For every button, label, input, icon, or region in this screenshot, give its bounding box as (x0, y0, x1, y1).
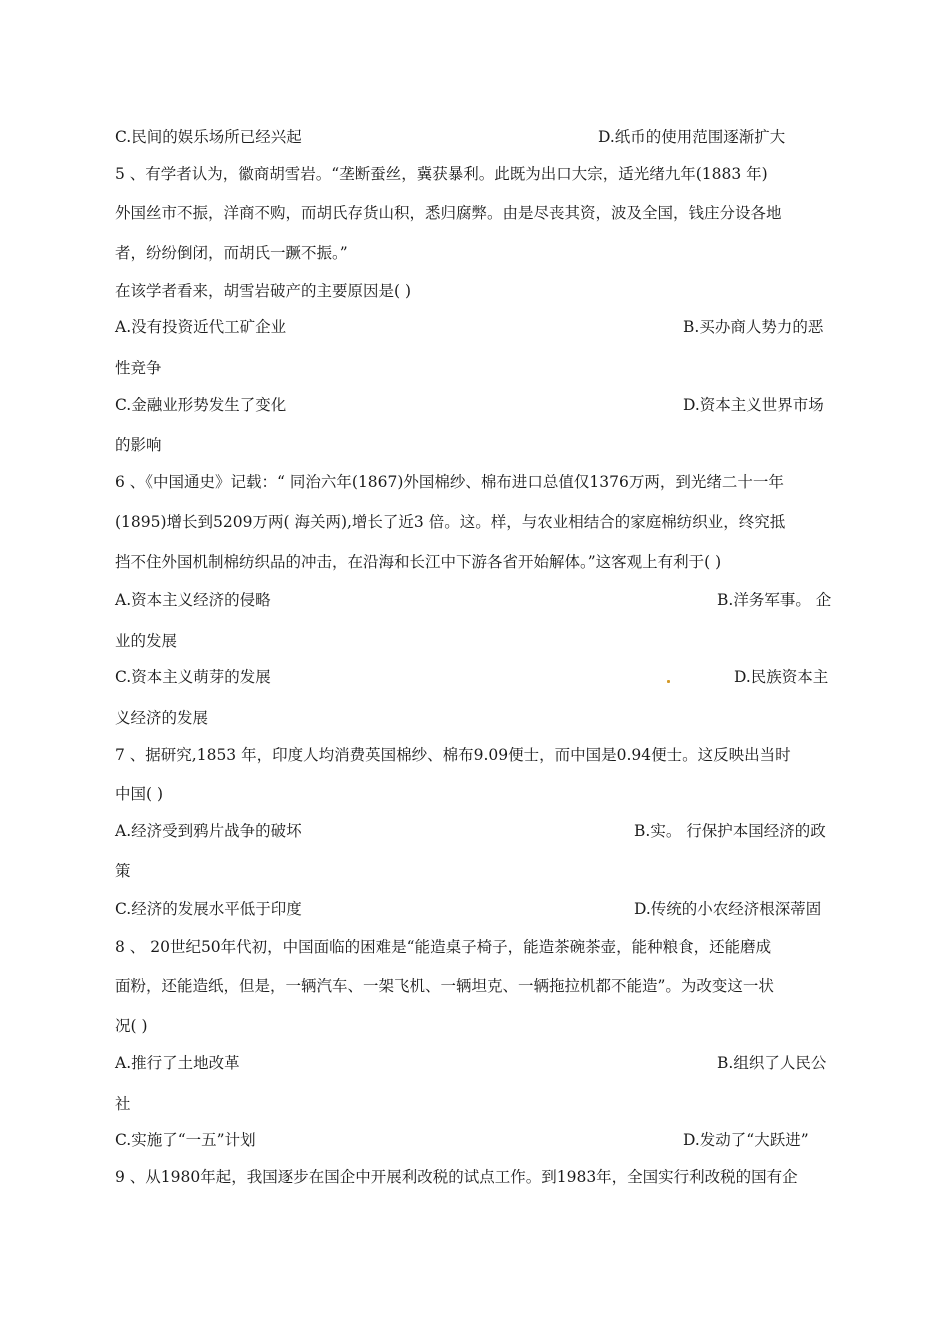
q8-option-b: B.组织了人民公 (717, 1054, 827, 1072)
q5-stem-line-4: 在该学者看来，胡雪岩破产的主要原因是( ) (115, 282, 412, 300)
q4-option-c: C.民间的娱乐场所已经兴起 (115, 128, 302, 146)
q5-option-c: C.金融业形势发生了变化 (115, 396, 287, 414)
q5-stem-line-3: 者，纷纷倒闭，而胡氏一蹶不振。” (115, 244, 348, 262)
q8-option-d: D.发动了“大跃进” (683, 1131, 809, 1149)
q7-option-b-cont: 策 (115, 862, 131, 880)
q7-stem-line-2: 中国( ) (115, 785, 164, 803)
q8-option-c: C.实施了“一五”计划 (115, 1131, 256, 1149)
q7-stem-line-1: 7 、据研究,1853 年，印度人均消费英国棉纱、棉布9.09便士，而中国是0.94便士。这反映出当时 (115, 746, 791, 764)
q7-option-b: B.实。 行保护本国经济的政 (634, 822, 826, 840)
q7-option-a: A.经济受到鸦片战争的破坏 (115, 822, 302, 840)
q5-option-d-cont: 的影响 (115, 436, 162, 454)
q5-option-b: B.买办商人势力的恶 (683, 318, 824, 336)
q5-option-d: D.资本主义世界市场 (683, 396, 824, 414)
q9-stem-line-1: 9 、从1980年起，我国逐步在国企中开展利改税的试点工作。到1983年，全国实行利改税的国有企 (115, 1168, 798, 1186)
q8-stem-line-3: 况( ) (115, 1017, 148, 1035)
q8-option-b-cont: 社 (115, 1095, 131, 1113)
q6-option-a: A.资本主义经济的侵略 (115, 591, 271, 609)
q6-option-b-cont: 业的发展 (115, 632, 178, 650)
q6-option-d-cont: 义经济的发展 (115, 709, 209, 727)
q6-stem-line-3: 挡不住外国机制棉纺织品的冲击，在沿海和长江中下游各省开始解体。”这客观上有利于( ) (115, 553, 722, 571)
q7-option-d: D.传统的小农经济根深蒂固 (634, 900, 822, 918)
q6-option-d: D.民族资本主 (734, 668, 829, 686)
q8-stem-line-1: 8 、 20世纪50年代初，中国面临的困难是“能造桌子椅子，能造茶碗茶壶，能种粮食，还能磨成 (115, 938, 772, 956)
q8-stem-line-2: 面粉，还能造纸，但是，一辆汽车、一架飞机、一辆坦克、一辆拖拉机都不能造”。为改变这一状 (115, 977, 774, 995)
stray-dot-mark (667, 680, 670, 683)
q6-option-b: B.洋务军事。 企 (717, 591, 832, 609)
q5-option-a: A.没有投资近代工矿企业 (115, 318, 287, 336)
q7-option-c: C.经济的发展水平低于印度 (115, 900, 302, 918)
q5-stem-line-1: 5 、有学者认为，徽商胡雪岩。“垄断蚕丝，冀获暴利。此既为出口大宗，适光绪九年(1883 年) (115, 165, 768, 183)
q5-option-b-cont: 性竞争 (115, 359, 162, 377)
q5-stem-line-2: 外国丝市不振，洋商不购，而胡氏存货山积，悉归腐弊。由是尽丧其资，波及全国，钱庄分设各地 (115, 204, 782, 222)
q6-option-c: C.资本主义萌芽的发展 (115, 668, 271, 686)
q8-option-a: A.推行了土地改革 (115, 1054, 240, 1072)
q6-stem-line-2: (1895)增长到5209万两( 海关两),增长了近3 倍。这。样，与农业相结合的家庭棉纺织业，终究抵 (115, 513, 786, 531)
q6-stem-line-1: 6 、《中国通史》记载：“ 同治六年(1867)外国棉纱、棉布进口总值仅1376万两，到光绪二十一年 (115, 473, 784, 491)
q4-option-d: D.纸币的使用范围逐渐扩大 (598, 128, 786, 146)
